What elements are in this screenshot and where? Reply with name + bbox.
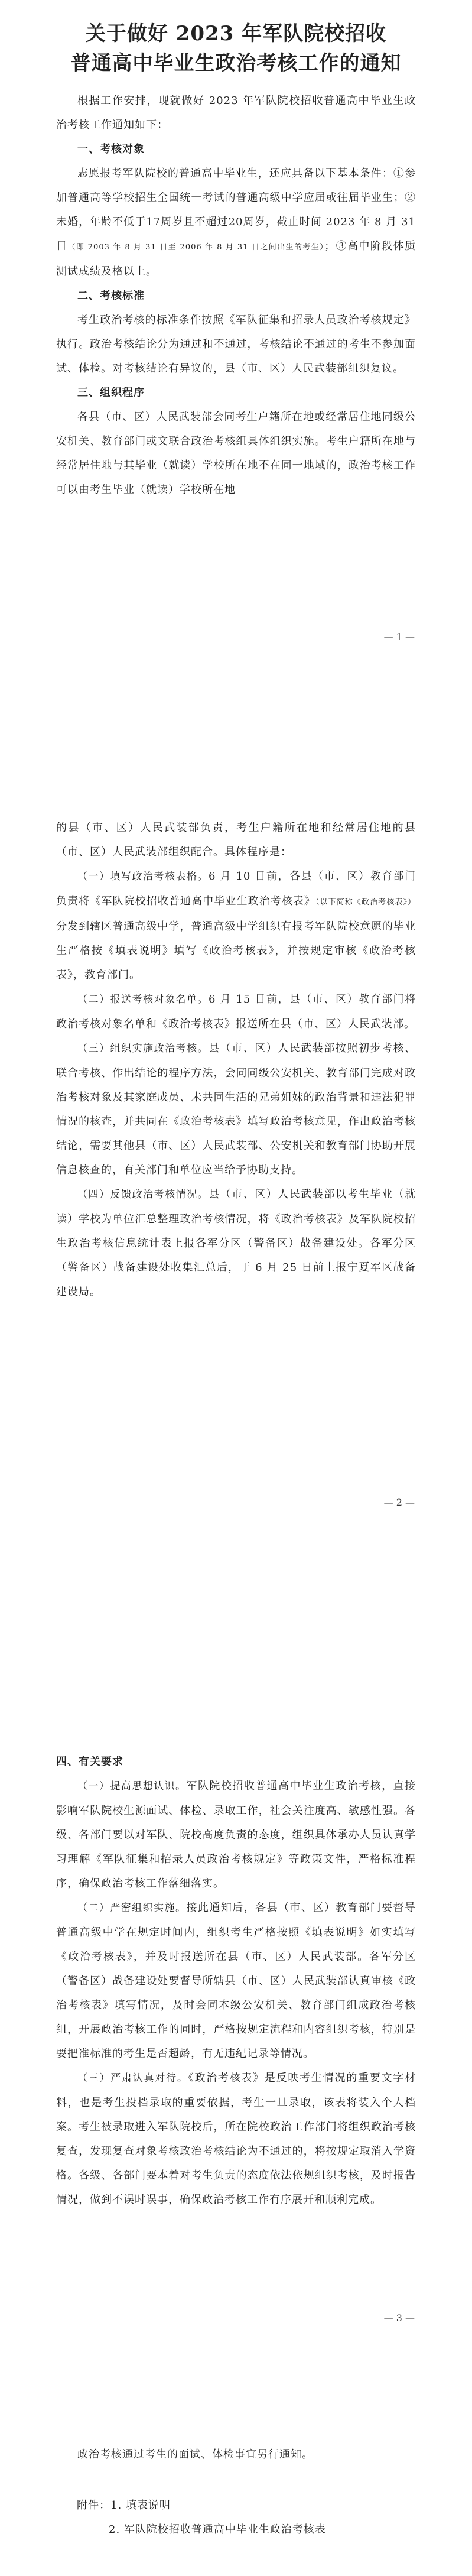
step-1-paragraph: （一）填写政治考核表格。6 月 10 日前，各县（市、区）教育部门负责将《军队院校招收普通高中毕业生政治考核表》（以下简称《政治考核表》）分发到辖区普通高级中学，普通高级中学组织有报考军队院校意愿的毕业生严格按《填表说明》填写《政治考核表》，并按规定审核《政治考核表》，教育部门。 <box>56 870 416 981</box>
step-4-paragraph: （四）反馈政治考核情况。县（市、区）人民武装部以考生毕业（就读）学校为单位汇总整理政治考核情况，将《政治考核表》及军队院校招生政治考核信息统计表上报各军分区（警备区）战备建设处。各军分区（警备区）战备建设处收集汇总后，于 6 月 25 日前上报宁夏军区战备建设局。 <box>56 1188 416 1298</box>
section-2-heading: 二、考核标准 <box>77 290 145 302</box>
intro-paragraph: 根据工作安排，现就做好 2023 年军队院校招收普通高中毕业生政治考核工作通知如下： <box>56 95 416 131</box>
page-number-1: — 1 — <box>383 631 415 643</box>
closing-note: 政治考核通过考生的面试、体检事宜另行通知。 <box>77 2448 313 2461</box>
requirement-1-paragraph: （一）提高思想认识。军队院校招收普通高中毕业生政治考核，直接影响军队院校生源面试、体检、录取工作，社会关注度高、敏感性强。各级、各部门要以对军队、院校高度负责的态度，组织具体承办人员认真学习理解《军队征集和招录人员政治考核规定》等政策文件，严格标准程序，确保政治考核工作落细落实。 <box>56 1780 416 1890</box>
closing-section <box>56 2442 416 2467</box>
attachment-1: 附件：1. 填表说明 <box>77 2499 171 2512</box>
document-page-2 <box>0 768 472 1596</box>
page-2-body <box>56 816 416 1304</box>
document-title-line-1: 关于做好 2023 年军队院校招收 <box>85 22 387 46</box>
requirement-2-paragraph: （二）严密组织实施。接此通知后，各县（市、区）教育部门要督导普通高级中学在规定时间内，组织考生严格按照《填表说明》如实填写《政治考核表》，并及时报送所在县（市、区）人民武装部。各军分区（警备区）战备建设处要督导所辖县（市、区）人民武装部认真审核《政治考核表》填写情况，及时会同本级公安机关、教育部门组成政治考核组，开展政治考核工作的同时，严格按规定流程和内容组织考核，特别是要把准标准的考生是否超龄，有无违纪记录等情况。 <box>56 1902 416 2060</box>
section-2-paragraph: 考生政治考核的标准条件按照《军队征集和招录人员政治考核规定》执行。政治考核结论分为通过和不通过，考核结论不通过的考生不参加面试、体检。对考核结论有异议的，县（市、区）人民武装部组织复议。 <box>56 314 416 375</box>
section-1-heading: 一、考核对象 <box>77 143 145 155</box>
section-3-paragraph: 各县（市、区）人民武装部会同考生户籍所在地或经常居住地同级公安机关、教育部门或文联合政治考核组具体组织实施。考生户籍所在地与经常居住地与其毕业（就读）学校所在地不在同一地域的，政治考核工作可以由考生毕业（就读）学校所在地 <box>56 411 416 496</box>
section-4-heading: 四、有关要求 <box>56 1756 123 1768</box>
page-1-body <box>56 89 416 502</box>
section-1-paragraph: 志愿报考军队院校的普通高中毕业生，还应具备以下基本条件：①参加普通高等学校招生全国统一考试的普通高级中学应届或往届毕业生；②未婚，年龄不低于17周岁且不超过20周岁，截止时间 2023 年 8 月 31 日（即 2003 年 8 月 31 日至 2006 年 8 月 31 日之间出生的考生）；③高中阶段体质测试成绩及格以上。 <box>56 167 416 278</box>
document-page-1 <box>0 0 472 674</box>
section-3-continuation: 的县（市、区）人民武装部负责，考生户籍所在地和经常居住地的县（市、区）人民武装部组织配合。具体程序是： <box>56 822 416 858</box>
document-page-3 <box>0 1714 472 2576</box>
attachment-2: 2. 军队院校招收普通高中毕业生政治考核表 <box>109 2523 326 2536</box>
section-3-heading: 三、组织程序 <box>77 387 145 399</box>
page-3-body <box>56 1750 416 2212</box>
document-title-line-2: 普通高中毕业生政治考核工作的通知 <box>70 51 402 75</box>
attachments-list <box>77 2493 437 2542</box>
page-number-2: — 2 — <box>383 1497 415 1508</box>
requirement-3-paragraph: （三）严肃认真对待。《政治考核表》是反映考生情况的重要文字材料，也是考生投档录取的重要依据，考生一旦录取，该表将装入个人档案。考生被录取进入军队院校后，所在院校政治工作部门将组织政治考核复查，发现复查对象考核政治考核结论为不通过的，将按规定取消入学资格。各级、各部门要本着对考生负责的态度依法依规组织考核，及时报告情况，做到不误时误事，确保政治考核工作有序展开和顺利完成。 <box>56 2072 416 2206</box>
page-number-3: — 3 — <box>383 2312 415 2324</box>
step-3-paragraph: （三）组织实施政治考核。县（市、区）人民武装部按照初步考核、联合考核、作出结论的程序方法，会同同级公安机关、教育部门完成对政治考核对象及其家庭成员、未共同生活的兄弟姐妹的政治背景和违法犯罪情况的核查，并共同在《政治考核表》填写政治考核意见，作出政治考核结论，需要其他县（市、区）人民武装部、公安机关和教育部门协助开展信息核查的，有关部门和单位应当给予协助支持。 <box>56 1042 416 1176</box>
step-2-paragraph: （二）报送考核对象名单。6 月 15 日前，县（市、区）教育部门将政治考核对象名单和《政治考核表》报送所在县（市、区）人民武装部。 <box>56 993 416 1030</box>
